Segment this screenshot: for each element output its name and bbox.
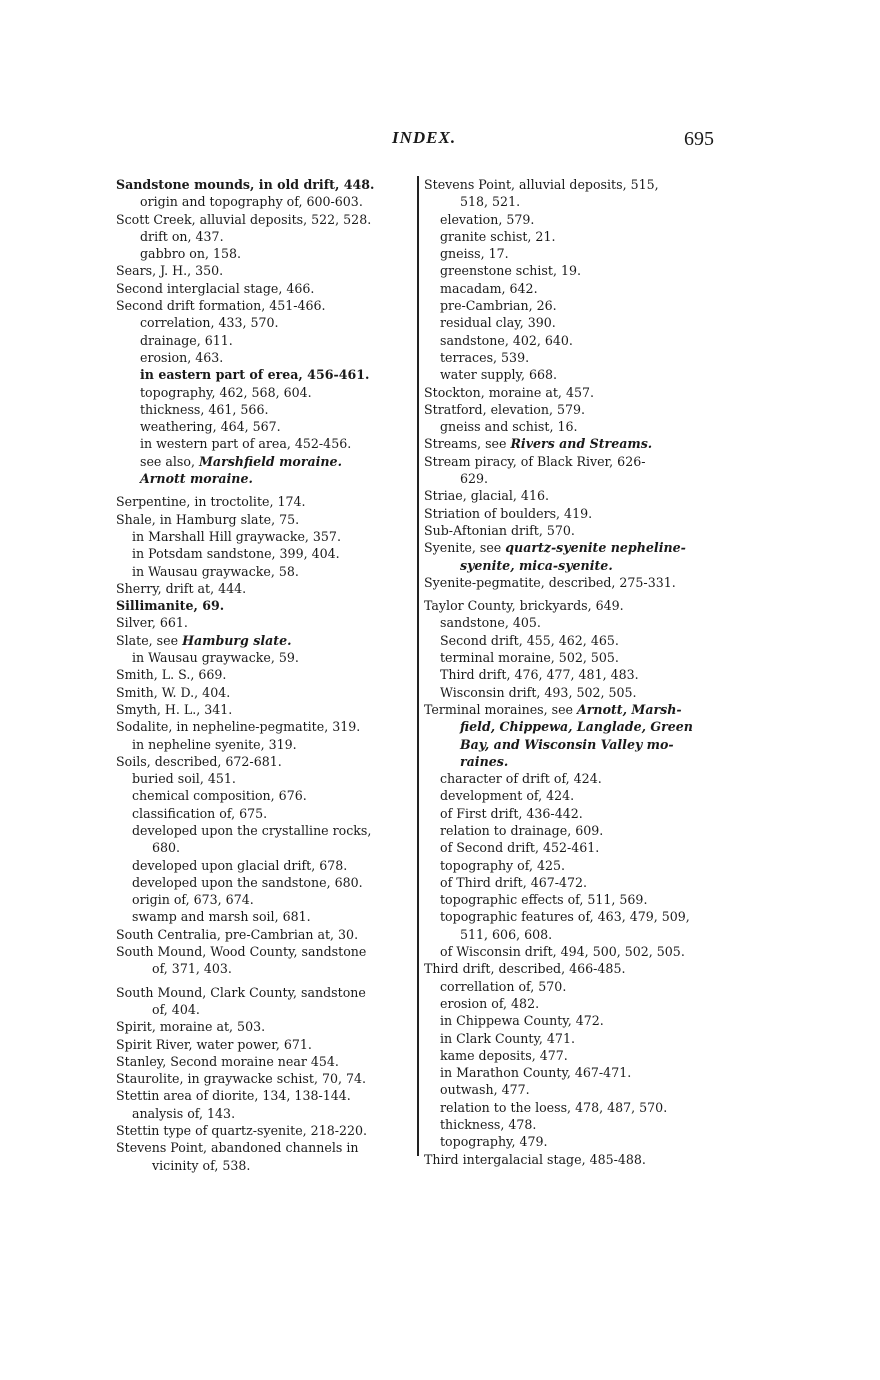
entry-cross-reference: field, Chippewa, Langlade, Green — [460, 719, 693, 735]
index-entry — [116, 280, 414, 297]
entry-text: South Mound, Wood County, sandstone — [116, 944, 367, 960]
index-entry — [116, 753, 414, 770]
entry-text: Second drift, 455, 462, 465. — [440, 632, 619, 648]
entry-text: thickness, 478. — [440, 1117, 537, 1133]
index-subentry — [116, 563, 414, 580]
index-entry — [116, 632, 414, 649]
index-entry — [116, 684, 414, 701]
index-subentry — [424, 1064, 722, 1081]
entry-text: weathering, 464, 567. — [140, 419, 281, 435]
entry-text: topographic features of, 463, 479, 509, — [440, 909, 690, 925]
index-subentry — [116, 366, 414, 383]
index-column-left — [116, 176, 414, 1174]
index-entry — [116, 211, 414, 228]
entry-text: Stevens Point, abandoned channels in — [116, 1140, 359, 1156]
index-subentry — [116, 960, 414, 977]
entry-text: erosion of, 482. — [440, 995, 540, 1011]
entry-text: in Potsdam sandstone, 399, 404. — [132, 546, 340, 562]
index-subentry — [116, 787, 414, 804]
index-entry — [116, 511, 414, 528]
entry-text: Slate, see — [116, 632, 183, 648]
index-entry — [424, 539, 722, 556]
index-entry — [116, 1036, 414, 1053]
entry-text: analysis of, 143. — [132, 1105, 236, 1121]
index-subentry — [116, 418, 414, 435]
index-entry — [424, 505, 722, 522]
index-entry — [116, 1122, 414, 1139]
index-subentry — [116, 1157, 414, 1174]
entry-text: classification of, 675. — [132, 805, 268, 821]
index-subentry — [424, 211, 722, 228]
entry-text: sandstone, 405. — [440, 615, 541, 631]
index-subentry — [116, 228, 414, 245]
index-subentry — [424, 857, 722, 874]
index-entry — [116, 1053, 414, 1070]
index-subentry — [424, 805, 722, 822]
index-entry — [116, 262, 414, 279]
entry-text: Spirit, moraine at, 503. — [116, 1019, 266, 1035]
entry-text: outwash, 477. — [440, 1082, 530, 1098]
entry-text: Second interglacial stage, 466. — [116, 280, 315, 296]
entry-text: granite schist, 21. — [440, 228, 556, 244]
page-number: 695 — [684, 128, 714, 150]
entry-text: Smith, L. S., 669. — [116, 667, 227, 683]
index-entry — [116, 580, 414, 597]
entry-text: drift on, 437. — [140, 228, 224, 244]
index-subentry — [424, 684, 722, 701]
entry-text: Streams, see — [424, 436, 511, 452]
index-column-right — [424, 176, 722, 1168]
entry-text: in Wausau graywacke, 59. — [132, 650, 299, 666]
entry-text: Syenite-pegmatite, described, 275-331. — [424, 574, 676, 590]
index-subentry — [424, 649, 722, 666]
entry-text: water supply, 668. — [440, 367, 558, 383]
entry-text: elevation, 579. — [440, 211, 535, 227]
index-subentry — [116, 453, 414, 470]
entry-text: in western part of area, 452-456. — [140, 436, 352, 452]
index-entry — [116, 297, 414, 314]
index-subentry — [424, 995, 722, 1012]
index-subentry — [424, 822, 722, 839]
index-entry — [116, 926, 414, 943]
index-entry — [424, 453, 722, 470]
entry-cross-reference: Bay, and Wisconsin Valley mo- — [460, 736, 674, 752]
running-header-title: INDEX. — [392, 128, 457, 147]
entry-text: origin and topography of, 600-603. — [140, 194, 363, 210]
entry-text: Stratford, elevation, 579. — [424, 401, 585, 417]
entry-text: in Marathon County, 467-471. — [440, 1065, 632, 1081]
index-subentry — [424, 908, 722, 925]
entry-text: relation to drainage, 609. — [440, 822, 604, 838]
index-subentry — [116, 545, 414, 562]
entry-text: Wisconsin drift, 493, 502, 505. — [440, 684, 637, 700]
entry-text: Sherry, drift at, 444. — [116, 580, 247, 596]
index-entry — [424, 435, 722, 452]
entry-text: greenstone schist, 19. — [440, 263, 581, 279]
entry-text: Stettin type of quartz-syenite, 218-220. — [116, 1123, 368, 1139]
entry-text: Striae, glacial, 416. — [424, 488, 549, 504]
index-entry — [116, 1070, 414, 1087]
index-subentry — [424, 874, 722, 891]
entry-text: Stettin area of diorite, 134, 138-144. — [116, 1088, 351, 1104]
entry-text: origin of, 673, 674. — [132, 892, 254, 908]
index-subentry — [116, 1105, 414, 1122]
index-subentry — [116, 435, 414, 452]
index-entry — [424, 960, 722, 977]
index-subentry — [424, 332, 722, 349]
index-subentry — [424, 926, 722, 943]
index-entry — [116, 1087, 414, 1104]
entry-text: Taylor County, brickyards, 649. — [424, 598, 624, 614]
entry-text: of Third drift, 467-472. — [440, 874, 588, 890]
index-entry — [116, 1139, 414, 1156]
index-subentry — [424, 245, 722, 262]
index-entry — [116, 1018, 414, 1035]
entry-cross-reference: quartz-syenite nepheline- — [505, 540, 686, 556]
index-subentry — [424, 1099, 722, 1116]
entry-text: Sears, J. H., 350. — [116, 263, 224, 279]
entry-text: in Clark County, 471. — [440, 1030, 575, 1046]
entry-text: pre-Cambrian, 26. — [440, 298, 557, 314]
entry-text: topography, 462, 568, 604. — [140, 384, 312, 400]
entry-text: 511, 606, 608. — [460, 926, 553, 942]
index-subentry — [424, 557, 722, 574]
entry-text: developed upon glacial drift, 678. — [132, 857, 348, 873]
index-subentry — [116, 245, 414, 262]
entry-text: Syenite, see — [424, 540, 506, 556]
entry-text: Terminal moraines, see — [424, 701, 578, 717]
entry-text: Stevens Point, alluvial deposits, 515, — [424, 177, 659, 192]
index-subentry — [116, 874, 414, 891]
entry-text: terraces, 539. — [440, 349, 530, 365]
index-subentry — [424, 418, 722, 435]
index-subentry — [424, 736, 722, 753]
index-subentry — [424, 1133, 722, 1150]
index-entry — [424, 176, 722, 193]
index-subentry — [424, 280, 722, 297]
entry-text: developed upon the sandstone, 680. — [132, 874, 363, 890]
entry-text: character of drift of, 424. — [440, 771, 602, 787]
entry-text: buried soil, 451. — [132, 771, 236, 787]
entry-cross-reference: syenite, mica-syenite. — [460, 557, 613, 573]
entry-text: Third drift, 476, 477, 481, 483. — [440, 667, 639, 683]
index-entry — [424, 487, 722, 504]
entry-text: Sodalite, in nepheline-pegmatite, 319. — [116, 719, 361, 735]
index-subentry — [424, 787, 722, 804]
entry-text: 680. — [152, 840, 181, 856]
entry-text: kame deposits, 477. — [440, 1047, 568, 1063]
entry-text: of Second drift, 452-461. — [440, 840, 600, 856]
entry-text: 518, 521. — [460, 194, 521, 210]
index-entry — [424, 401, 722, 418]
index-subentry — [424, 470, 722, 487]
entry-cross-reference: Hamburg slate. — [182, 632, 292, 648]
index-subentry — [424, 1012, 722, 1029]
index-subentry — [116, 332, 414, 349]
index-subentry — [424, 349, 722, 366]
entry-cross-reference: Rivers and Streams. — [510, 436, 653, 452]
entry-text: topography of, 425. — [440, 857, 566, 873]
index-subentry — [424, 632, 722, 649]
entry-text: see also, — [140, 453, 199, 469]
index-entry — [116, 176, 414, 193]
entry-text: developed upon the crystalline rocks, — [132, 822, 372, 838]
index-entry — [116, 984, 414, 1001]
index-subentry — [116, 891, 414, 908]
index-subentry — [116, 736, 414, 753]
index-subentry — [116, 908, 414, 925]
index-subentry — [424, 193, 722, 210]
index-subentry — [116, 193, 414, 210]
index-subentry — [424, 943, 722, 960]
index-entry — [424, 597, 722, 614]
index-subentry — [116, 857, 414, 874]
index-entry — [424, 522, 722, 539]
entry-text: correllation of, 570. — [440, 978, 567, 994]
index-subentry — [424, 1047, 722, 1064]
entry-text: terminal moraine, 502, 505. — [440, 650, 619, 666]
entry-text: Smith, W. D., 404. — [116, 684, 231, 700]
entry-text: Sillimanite, 69. — [116, 598, 225, 614]
entry-text: gneiss and schist, 16. — [440, 419, 578, 435]
index-entry — [116, 597, 414, 614]
entry-text: macadam, 642. — [440, 280, 538, 296]
entry-text: residual clay, 390. — [440, 315, 556, 331]
entry-text: Smyth, H. L., 341. — [116, 701, 233, 717]
index-subentry — [424, 366, 722, 383]
index-subentry — [116, 314, 414, 331]
index-subentry — [424, 978, 722, 995]
entry-text: development of, 424. — [440, 788, 575, 804]
entry-text: Stanley, Second moraine near 454. — [116, 1053, 339, 1069]
index-entry — [116, 701, 414, 718]
index-subentry — [424, 297, 722, 314]
index-subentry — [116, 384, 414, 401]
entry-text: Serpentine, in troctolite, 174. — [116, 494, 306, 510]
entry-text: Stream piracy, of Black River, 626- — [424, 453, 646, 469]
index-subentry — [424, 614, 722, 631]
entry-text: Third drift, described, 466-485. — [424, 961, 626, 977]
index-entry — [424, 701, 722, 718]
entry-text: correlation, 433, 570. — [140, 315, 279, 331]
index-entry — [116, 493, 414, 510]
index-subentry — [424, 314, 722, 331]
entry-text: gneiss, 17. — [440, 246, 509, 262]
index-subentry — [424, 666, 722, 683]
entry-text: Scott Creek, alluvial deposits, 522, 528. — [116, 211, 372, 227]
entry-text: thickness, 461, 566. — [140, 401, 269, 417]
entry-text: Stockton, moraine at, 457. — [424, 384, 594, 400]
entry-text: vicinity of, 538. — [152, 1157, 251, 1173]
entry-text: of, 371, 403. — [152, 961, 232, 977]
index-entry — [424, 384, 722, 401]
index-subentry — [424, 1081, 722, 1098]
index-subentry — [116, 649, 414, 666]
entry-text: Staurolite, in graywacke schist, 70, 74. — [116, 1071, 367, 1087]
entry-text: South Centralia, pre-Cambrian at, 30. — [116, 926, 359, 942]
index-subentry — [116, 839, 414, 856]
index-subentry — [116, 470, 414, 487]
entry-text: erosion, 463. — [140, 349, 224, 365]
index-subentry — [424, 770, 722, 787]
entry-text: 629. — [460, 471, 489, 487]
index-subentry — [424, 228, 722, 245]
index-subentry — [116, 770, 414, 787]
entry-text: swamp and marsh soil, 681. — [132, 909, 311, 925]
index-subentry — [424, 1116, 722, 1133]
entry-text: Second drift formation, 451-466. — [116, 298, 326, 314]
entry-text: in nepheline syenite, 319. — [132, 736, 297, 752]
index-entry — [116, 943, 414, 960]
entry-text: in Marshall Hill graywacke, 357. — [132, 528, 341, 544]
entry-text: Third intergalacial stage, 485-488. — [424, 1151, 646, 1167]
index-subentry — [116, 401, 414, 418]
entry-text: gabbro on, 158. — [140, 246, 242, 262]
index-entry — [424, 1151, 722, 1168]
index-entry — [116, 666, 414, 683]
entry-cross-reference: Arnott, Marsh- — [577, 701, 682, 717]
entry-text: Sub-Aftonian drift, 570. — [424, 522, 575, 538]
index-subentry — [116, 528, 414, 545]
entry-text: topography, 479. — [440, 1134, 548, 1150]
entry-text: in eastern part of erea, 456-461. — [140, 367, 370, 383]
entry-cross-reference: Arnott moraine. — [140, 471, 253, 487]
entry-text: Spirit River, water power, 671. — [116, 1036, 312, 1052]
index-subentry — [116, 349, 414, 366]
entry-text: Striation of boulders, 419. — [424, 505, 593, 521]
entry-text: drainage, 611. — [140, 332, 233, 348]
index-entry — [116, 718, 414, 735]
entry-text: sandstone, 402, 640. — [440, 332, 573, 348]
index-subentry — [116, 1001, 414, 1018]
entry-text: topographic effects of, 511, 569. — [440, 892, 648, 908]
index-subentry — [424, 891, 722, 908]
entry-text: Soils, described, 672-681. — [116, 753, 282, 769]
index-subentry — [424, 753, 722, 770]
entry-text: in Chippewa County, 472. — [440, 1013, 604, 1029]
entry-text: of First drift, 436-442. — [440, 805, 583, 821]
index-subentry — [116, 805, 414, 822]
index-entry — [424, 574, 722, 591]
index-subentry — [424, 1030, 722, 1047]
entry-text: in Wausau graywacke, 58. — [132, 563, 299, 579]
index-subentry — [424, 839, 722, 856]
entry-text: Sandstone mounds, in old drift, 448. — [116, 177, 375, 192]
entry-text: Shale, in Hamburg slate, 75. — [116, 511, 300, 527]
index-subentry — [424, 262, 722, 279]
index-entry — [116, 614, 414, 631]
entry-text: chemical composition, 676. — [132, 788, 307, 804]
entry-cross-reference: raines. — [460, 753, 509, 769]
column-divider — [417, 176, 419, 1156]
index-subentry — [424, 718, 722, 735]
entry-text: Silver, 661. — [116, 615, 188, 631]
entry-text: of Wisconsin drift, 494, 500, 502, 505. — [440, 944, 685, 960]
entry-cross-reference: Marshfield moraine. — [198, 453, 342, 469]
entry-text: of, 404. — [152, 1001, 200, 1017]
entry-text: relation to the loess, 478, 487, 570. — [440, 1099, 668, 1115]
entry-text: South Mound, Clark County, sandstone — [116, 984, 366, 1000]
index-subentry — [116, 822, 414, 839]
